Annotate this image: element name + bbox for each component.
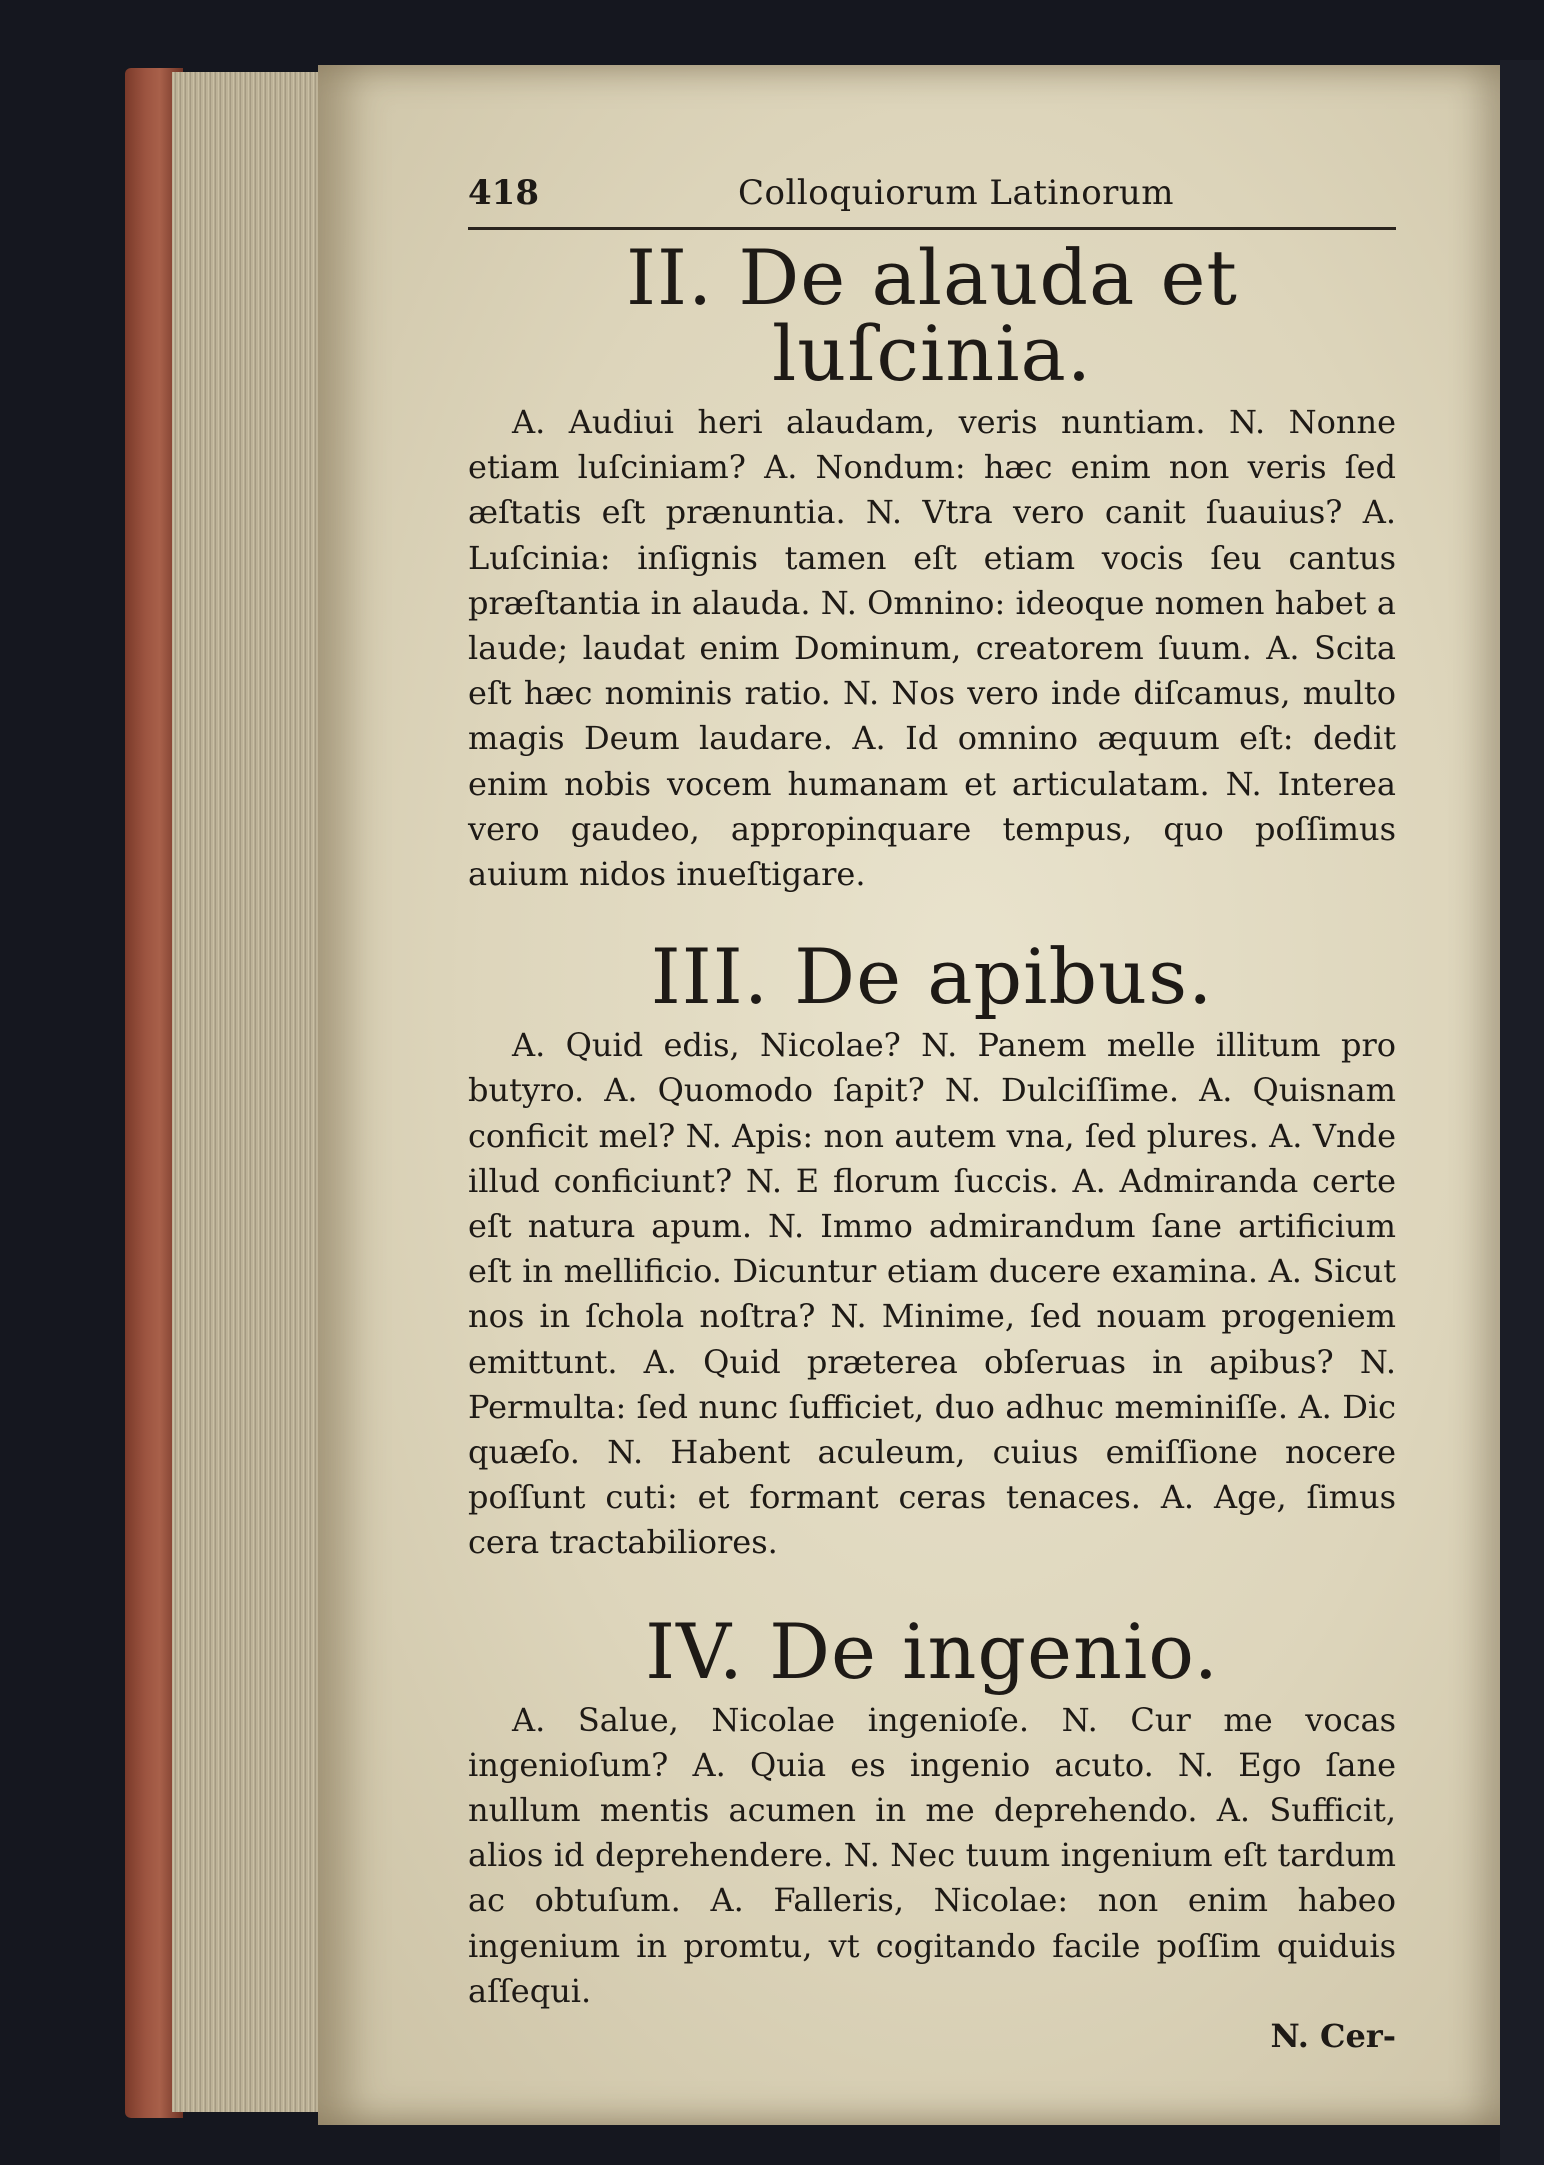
catchword: N. Cer-: [1270, 2017, 1396, 2056]
section-heading-4: IV. De ingenio.: [645, 1606, 1219, 1696]
section-text-2: A. Audiui heri alaudam, veris nuntiam. N. Nonne etiam luſciniam? A. Nondum: hæc enim non veris ſed æſtatis eſt prænuntia. N. Vtra vero canit ſuauius? A. Luſcinia: inſignis tamen eſt etiam vocis ſeu cantus præſtantia in alauda. N. Omnino: ideoque nomen habet a laude; laudat enim Dominum, creatorem ſuum. A. Scita eſt hæc nominis ratio. N. Nos vero inde diſcamus, multo magis Deum laudare. A. Id omnino æquum eſt: dedit enim nobis vocem humanam et articulatam. N. Interea vero gaudeo, appropinquare tempus, quo poſſimus auium nidos inueſtigare.: [468, 403, 1396, 894]
section-heading-3: III. De apibus.: [650, 932, 1214, 1022]
running-title: Colloquiorum Latinorum: [738, 173, 1175, 213]
section-heading-2: II. De alauda et luſcinia.: [626, 233, 1238, 398]
running-head: [468, 165, 1396, 230]
section-text-3: A. Quid edis, Nicolae? N. Panem melle illitum pro butyro. A. Quomodo ſapit? N. Dulciſſime. A. Quisnam conficit mel? N. Apis: non autem vna, ſed plures. A. Vnde illud conficiunt? N. E florum ſuccis. A. Admiranda certe eſt natura apum. N. Immo admirandum ſane artificium eſt in mellificio. Dicuntur etiam ducere examina. A. Sicut nos in ſchola noſtra? N. Minime, ſed nouam progeniem emittunt. A. Quid præterea obſeruas in apibus? N. Permulta: ſed nunc ſufficiet, duo adhuc meminiſſe. A. Dic quæſo. N. Habent aculeum, cuius emiſſione nocere poſſunt cuti: et formant ceras tenaces. A. Age, ſimus cera tractabiliores.: [468, 1026, 1396, 1562]
page-number: 418: [468, 173, 539, 213]
section-text-4: A. Salue, Nicolae ingenioſe. N. Cur me vocas ingenioſum? A. Quia es ingenio acuto. N. Ego ſane nullum mentis acumen in me deprehendo. A. Sufficit, alios id deprehendere. N. Nec tuum ingenium eſt tardum ac obtuſum. A. Falleris, Nicolae: non enim habeo ingenium in promtu, vt cogitando facile poſſim quiduis aſſequi.: [468, 1700, 1396, 2010]
background-right: [1500, 60, 1544, 2165]
page-content: [468, 165, 1396, 2059]
page-edges: [172, 72, 342, 2112]
